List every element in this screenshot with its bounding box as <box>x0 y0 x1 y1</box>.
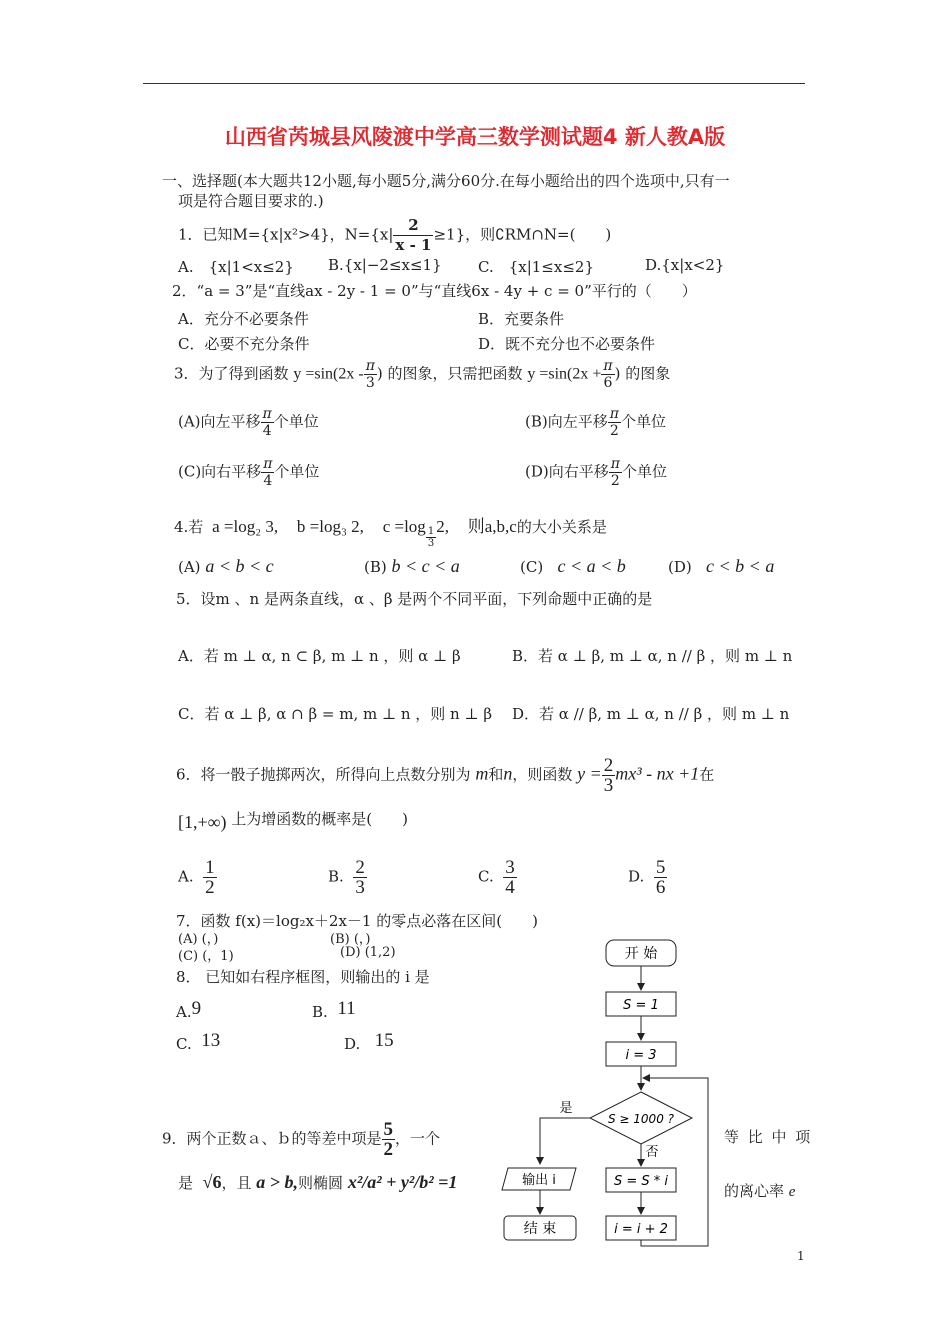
q7-option-d: (D) (1,2) <box>340 945 396 960</box>
page-number: 1 <box>797 1249 805 1263</box>
question-7-stem: 7．函数 f(x)＝log₂x＋2x－1 的零点必落在区间( ) <box>176 912 538 930</box>
q2-option-c: C．必要不充分条件 <box>178 335 310 353</box>
question-3-stem: 3．为了得到函数 y =sin(2x - $\frac{\pi}{3}$ ) 的图象，只需把函数 y =sin(2x + $\frac{\pi}{6}$ ) 的图象 <box>174 358 671 391</box>
q6-option-b: B. $\frac{2}{3}$ <box>328 857 365 898</box>
q4-option-b: (B) b < c < a <box>364 556 460 576</box>
question-9-line2-right: 的离心率 e <box>724 1182 796 1200</box>
q2-option-b: B．充要条件 <box>478 310 565 328</box>
q8-option-b: B. 11 <box>312 998 356 1021</box>
q3-option-c: (C)向右平移 $\frac{\pi}{4}$ 个单位 <box>178 456 320 489</box>
question-6-stem-line2: [1,+∞) 上为增函数的概率是( ) <box>178 810 408 832</box>
flow-no-label: 否 <box>645 1145 659 1160</box>
q8-option-c: C. 13 <box>176 1030 221 1053</box>
q4-option-c: (C) c < a < b <box>520 556 626 576</box>
program-flowchart <box>490 930 720 1250</box>
question-5-stem: 5．设m 、n 是两条直线，α 、β 是两个不同平面，下列命题中正确的是 <box>176 590 653 608</box>
section-heading-line1: 一、选择题(本大题共12小题,每小题5分,满分60分.在每小题给出的四个选项中,只有一 <box>162 172 730 190</box>
q5-option-a: A．若 m ⊥ α, n ⊂ β, m ⊥ n ，则 α ⊥ β <box>178 647 461 665</box>
q8-option-d: D. 15 <box>344 1030 394 1053</box>
question-4-stem: 4.若 a =log₂ 3, b =log₃ 2, c =log $\frac{1}{3}$ 2, 则a,b,c的大小关系是 <box>174 517 607 549</box>
q1-option-b: B.{x|−2≤x≤1} <box>328 256 442 274</box>
flow-condition-label: S ≥ 1000 ? <box>607 1112 675 1126</box>
question-8-stem: 8． 已知如右程序框图，则输出的 i 是 <box>176 968 430 986</box>
q5-option-c: C．若 α ⊥ β, α ∩ β = m, m ⊥ n ，则 n ⊥ β <box>178 705 493 723</box>
flow-i3-label: i = 3 <box>625 1048 657 1063</box>
page-title: 山西省芮城县风陵渡中学高三数学测试题4 新人教A版 <box>224 125 726 149</box>
q7-option-c: (C) (，1) <box>178 949 234 964</box>
flow-yes-label: 是 <box>559 1101 573 1116</box>
q7-option-a: (A) (，) <box>178 932 219 947</box>
q8-option-a: A.9 <box>176 998 202 1021</box>
q6-option-d: D. $\frac{5}{6}$ <box>628 857 666 898</box>
q5-option-b: B．若 α ⊥ β, m ⊥ α, n // β ，则 m ⊥ n <box>512 647 793 665</box>
q4-option-d: (D) c < b < a <box>668 556 775 576</box>
header-rule <box>143 83 805 84</box>
question-6-stem: 6．将一骰子抛掷两次，所得向上点数分别为 m和n，则函数 y = $\frac{2}{3}$ mx³ - nx +1在 <box>176 755 715 796</box>
section-heading-line2: 项是符合题目要求的.) <box>178 192 324 210</box>
q2-option-d: D．既不充分也不必要条件 <box>478 335 656 353</box>
q4-option-a: (A) a < b < c <box>178 556 274 576</box>
q1-option-d: D.{x|x<2} <box>645 256 725 274</box>
flow-start-label: 开 始 <box>624 946 658 962</box>
q1-option-a: A. {x|1<x≤2} <box>178 258 294 276</box>
q1-option-c: C. {x|1≤x≤2} <box>478 258 594 276</box>
q3-option-d: (D)向右平移 $\frac{\pi}{2}$ 个单位 <box>525 456 667 489</box>
flow-mult-label: S = S * i <box>613 1174 669 1189</box>
question-9-line2: 是 √6，且 a > b,则椭圆 x²/a² + y²/b² =1 <box>178 1172 458 1192</box>
q3-option-a: (A)向左平移 $\frac{\pi}{4}$ 个单位 <box>178 406 319 439</box>
q6-option-c: C. $\frac{3}{4}$ <box>478 857 515 898</box>
question-9-stem: 9．两个正数ａ、ｂ的等差中项是 $\frac{5}{2}$ ，一个 <box>162 1119 441 1160</box>
q7-option-b: (B) (，) <box>330 932 371 947</box>
flow-end-label: 结 束 <box>523 1221 557 1237</box>
flow-inc-label: i = i + 2 <box>614 1222 668 1237</box>
question-2-stem: 2．“a = 3”是“直线ax - 2y - 1 = 0”与“直线6x - 4y + c = 0”平行的（ ） <box>172 282 697 300</box>
q2-option-a: A．充分不必要条件 <box>178 310 309 328</box>
q6-option-a: A. $\frac{1}{2}$ <box>178 857 215 898</box>
q5-option-d: D．若 α // β, m ⊥ α, n // β ，则 m ⊥ n <box>512 705 790 723</box>
question-1-stem: 1．已知M={x|x²>4}，N={x| $\frac{2}{x - 1}$ ≥1}，则∁RM∩N=( ) <box>178 216 612 254</box>
question-9-stem-right: 等 比 中 项 <box>724 1128 813 1146</box>
flow-s1-label: S = 1 <box>623 998 659 1013</box>
flow-output-label: 输出 i <box>522 1173 556 1188</box>
q3-option-b: (B)向左平移 $\frac{\pi}{2}$ 个单位 <box>525 406 666 439</box>
